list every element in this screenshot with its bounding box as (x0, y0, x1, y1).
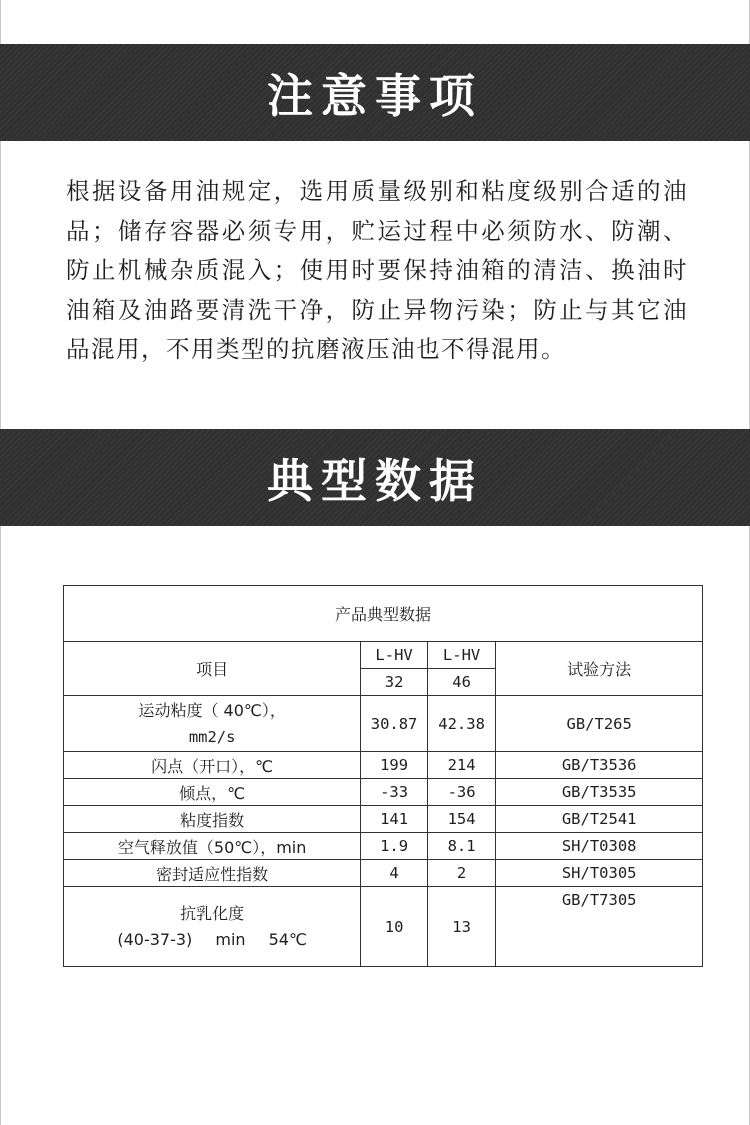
table-row (64, 779, 703, 806)
table-row (64, 833, 703, 860)
row-method: GB/T265 (496, 696, 703, 752)
row-value-b: 13 (427, 887, 496, 967)
row-value-b: 2 (427, 860, 496, 887)
row-item: 闪点（开口），℃ (64, 752, 361, 779)
row-value-b: 8.1 (427, 833, 496, 860)
row-value-a: -33 (361, 779, 428, 806)
notes-title: 注意事项 (267, 68, 483, 123)
row-item (64, 887, 361, 967)
row-item: 空气释放值（50℃），min (64, 833, 361, 860)
row-value-a: 4 (361, 860, 428, 887)
row-value-a: 141 (361, 806, 428, 833)
header-visc-b: 46 (427, 669, 496, 696)
notes-paragraph: 根据设备用油规定，选用质量级别和粘度级别合适的油品；储存容器必须专用，贮运过程中必须防水、防潮、防止机械杂质混入；使用时要保持油箱的清洁、换油时油箱及油路要清洗干净，防止异物污染；防止与其它油品混用，不用类型的抗磨液压油也不得混用。 (66, 177, 688, 363)
row-item: 粘度指数 (64, 806, 361, 833)
row-method: SH/T0308 (496, 833, 703, 860)
row-item: 倾点，℃ (64, 779, 361, 806)
header-grade-a: L-HV (361, 642, 428, 669)
row-method: GB/T3536 (496, 752, 703, 779)
row-value-b: 154 (427, 806, 496, 833)
row-method: GB/T2541 (496, 806, 703, 833)
row-value-b: 214 (427, 752, 496, 779)
notes-banner (0, 44, 750, 141)
row-method: GB/T7305 (496, 887, 703, 967)
row-value-a: 199 (361, 752, 428, 779)
row-item-line2: (40-37-3) min 54℃ (117, 929, 307, 949)
table-row (64, 887, 703, 967)
row-item: 密封适应性指数 (64, 860, 361, 887)
row-value-a: 1.9 (361, 833, 428, 860)
table-caption: 产品典型数据 (64, 586, 703, 642)
header-grade-b: L-HV (427, 642, 496, 669)
table-row (64, 860, 703, 887)
header-item: 项目 (64, 642, 361, 696)
header-visc-a: 32 (361, 669, 428, 696)
row-value-a: 10 (361, 887, 428, 967)
row-item (64, 696, 361, 752)
typical-data-title: 典型数据 (267, 453, 483, 508)
row-item-line1: 运动粘度（ 40℃）， (138, 700, 286, 720)
table-header-row (64, 642, 703, 669)
typical-data-banner (0, 429, 750, 526)
typical-data-table (63, 585, 703, 967)
table-row (64, 752, 703, 779)
table-row (64, 696, 703, 752)
table-caption-row (64, 586, 703, 642)
row-item-line2: mm2/s (188, 727, 236, 746)
table-row (64, 806, 703, 833)
frame-border-left (0, 0, 1, 1125)
row-method: GB/T3535 (496, 779, 703, 806)
row-method: SH/T0305 (496, 860, 703, 887)
row-item-line1: 抗乳化度 (180, 903, 245, 923)
row-value-b: 42.38 (427, 696, 496, 752)
row-value-b: -36 (427, 779, 496, 806)
row-value-a: 30.87 (361, 696, 428, 752)
header-method: 试验方法 (496, 642, 703, 696)
